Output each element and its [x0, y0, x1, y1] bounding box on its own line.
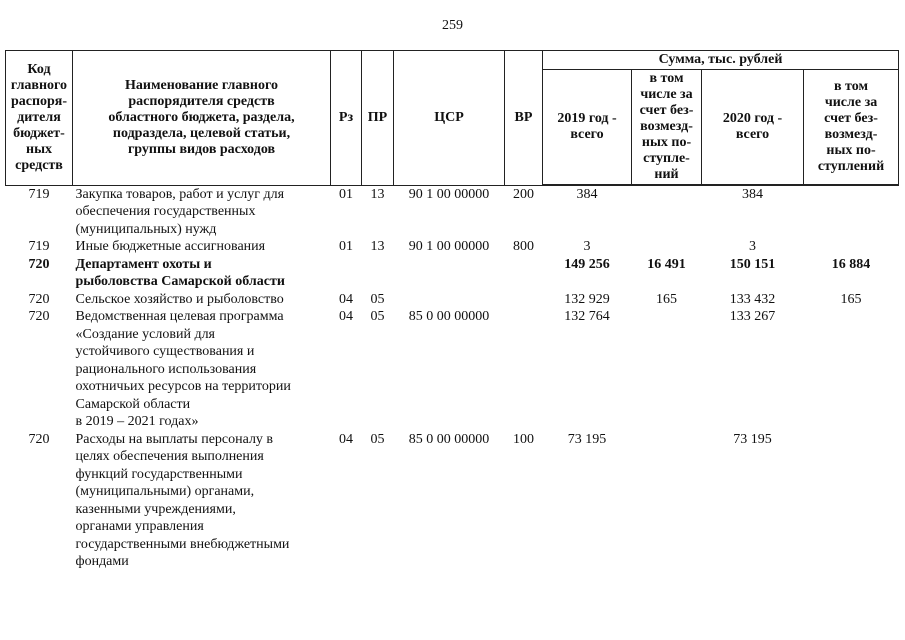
cell-2019-free: 16 491	[647, 256, 686, 272]
cell-pr: 05	[370, 431, 385, 447]
table-row	[6, 238, 899, 256]
table-row	[6, 308, 899, 431]
cell-code: 720	[28, 431, 50, 447]
cell-vr	[505, 291, 543, 309]
cell-2019-total: 132 764	[564, 309, 610, 324]
cell-csr: 90 1 00 00000	[408, 186, 490, 202]
header-2020-free: в том числе за счет без- возмезд- ных по- ступлений	[804, 70, 899, 186]
cell-pr: 13	[370, 239, 385, 254]
header-pr: ПР	[362, 51, 394, 186]
table-row	[6, 431, 899, 571]
cell-2019-free	[632, 185, 702, 238]
cell-2020-free: 165	[840, 291, 862, 307]
cell-2020-total: 3	[749, 239, 756, 254]
header-2019-total: 2019 год - всего	[543, 70, 632, 186]
cell-2020-free	[804, 431, 899, 571]
cell-pr: 13	[370, 186, 385, 202]
cell-2019-free	[632, 431, 702, 571]
cell-vr: 200	[513, 186, 534, 202]
table-row	[6, 185, 899, 238]
cell-2020-free	[804, 308, 899, 431]
header-code: Код главного распоря- дителя бюджет- ных средств	[6, 51, 73, 186]
header-vr: ВР	[505, 51, 543, 186]
cell-code: 719	[28, 239, 50, 254]
cell-rz: 04	[339, 309, 353, 324]
cell-name: Сельское хозяйство и рыболовство	[75, 291, 284, 307]
cell-csr	[394, 291, 505, 309]
cell-2019-total: 384	[576, 187, 598, 202]
budget-table	[5, 50, 899, 571]
header-row-top	[6, 51, 899, 70]
cell-2019-total: 3	[583, 239, 591, 254]
cell-vr: 100	[513, 431, 534, 447]
cell-2020-total: 384	[742, 187, 763, 202]
cell-name: Ведомственная целевая программа «Создание условий для устойчивого существования и рационального использования охотничьих ресурсов на территории Самарской области в 2019 – 2021 годах»	[75, 309, 291, 429]
header-sum-group: Сумма, тыс. рублей	[543, 51, 899, 70]
cell-code: 720	[28, 309, 50, 324]
cell-2020-free: 16 884	[831, 256, 871, 272]
header-2019-free: в том числе за счет без- возмезд- ных по- ступле- ний	[632, 70, 702, 186]
header-2020-total: 2020 год - всего	[702, 70, 804, 186]
cell-vr	[505, 256, 543, 291]
cell-2019-total: 73 195	[567, 431, 607, 447]
cell-code: 720	[28, 256, 50, 272]
cell-2020-free	[804, 185, 899, 238]
cell-2020-free	[804, 238, 899, 256]
cell-2019-free	[632, 238, 702, 256]
cell-name: Департамент охоты и рыболовства Самарской области	[75, 256, 285, 289]
cell-name: Иные бюджетные ассигнования	[75, 239, 266, 254]
header-name: Наименование главного распорядителя средств областного бюджета, раздела, подраздела, целевой статьи, группы видов расходов	[73, 51, 331, 186]
cell-code: 719	[28, 186, 50, 202]
cell-vr: 800	[513, 239, 534, 254]
header-csr: ЦСР	[394, 51, 505, 186]
cell-rz: 04	[339, 291, 353, 307]
cell-rz: 01	[339, 186, 353, 202]
cell-csr	[394, 256, 505, 291]
cell-rz	[331, 256, 362, 291]
cell-rz: 04	[339, 431, 353, 447]
cell-csr: 85 0 00 00000	[408, 431, 490, 447]
cell-vr	[505, 308, 543, 431]
cell-2020-total: 133 432	[729, 291, 776, 307]
cell-code: 720	[28, 291, 50, 307]
cell-2019-free: 165	[656, 291, 677, 307]
cell-2019-total: 149 256	[564, 256, 610, 272]
cell-2019-total: 132 929	[564, 291, 610, 307]
cell-name: Закупка товаров, работ и услуг для обеспечения государственных (муниципальных) нужд	[75, 186, 285, 237]
cell-pr: 05	[370, 309, 385, 324]
cell-pr: 05	[370, 291, 385, 307]
table-row	[6, 291, 899, 309]
header-rz: Рз	[331, 51, 362, 186]
cell-2019-free	[632, 308, 702, 431]
cell-csr: 90 1 00 00000	[408, 239, 490, 254]
page-number: 259	[442, 18, 463, 33]
cell-pr	[362, 256, 394, 291]
table-row-department	[6, 256, 899, 291]
cell-csr: 85 0 00 00000	[408, 309, 490, 324]
cell-2020-total: 133 267	[729, 309, 776, 324]
cell-rz: 01	[339, 239, 353, 254]
cell-name: Расходы на выплаты персоналу в целях обеспечения выполнения функций государственными (муниципальными) органами, казенными учреждениями, органами управления государственными внебюджетными фондами	[75, 431, 290, 569]
cell-2020-total: 73 195	[733, 431, 772, 447]
cell-2020-total: 150 151	[729, 256, 776, 272]
